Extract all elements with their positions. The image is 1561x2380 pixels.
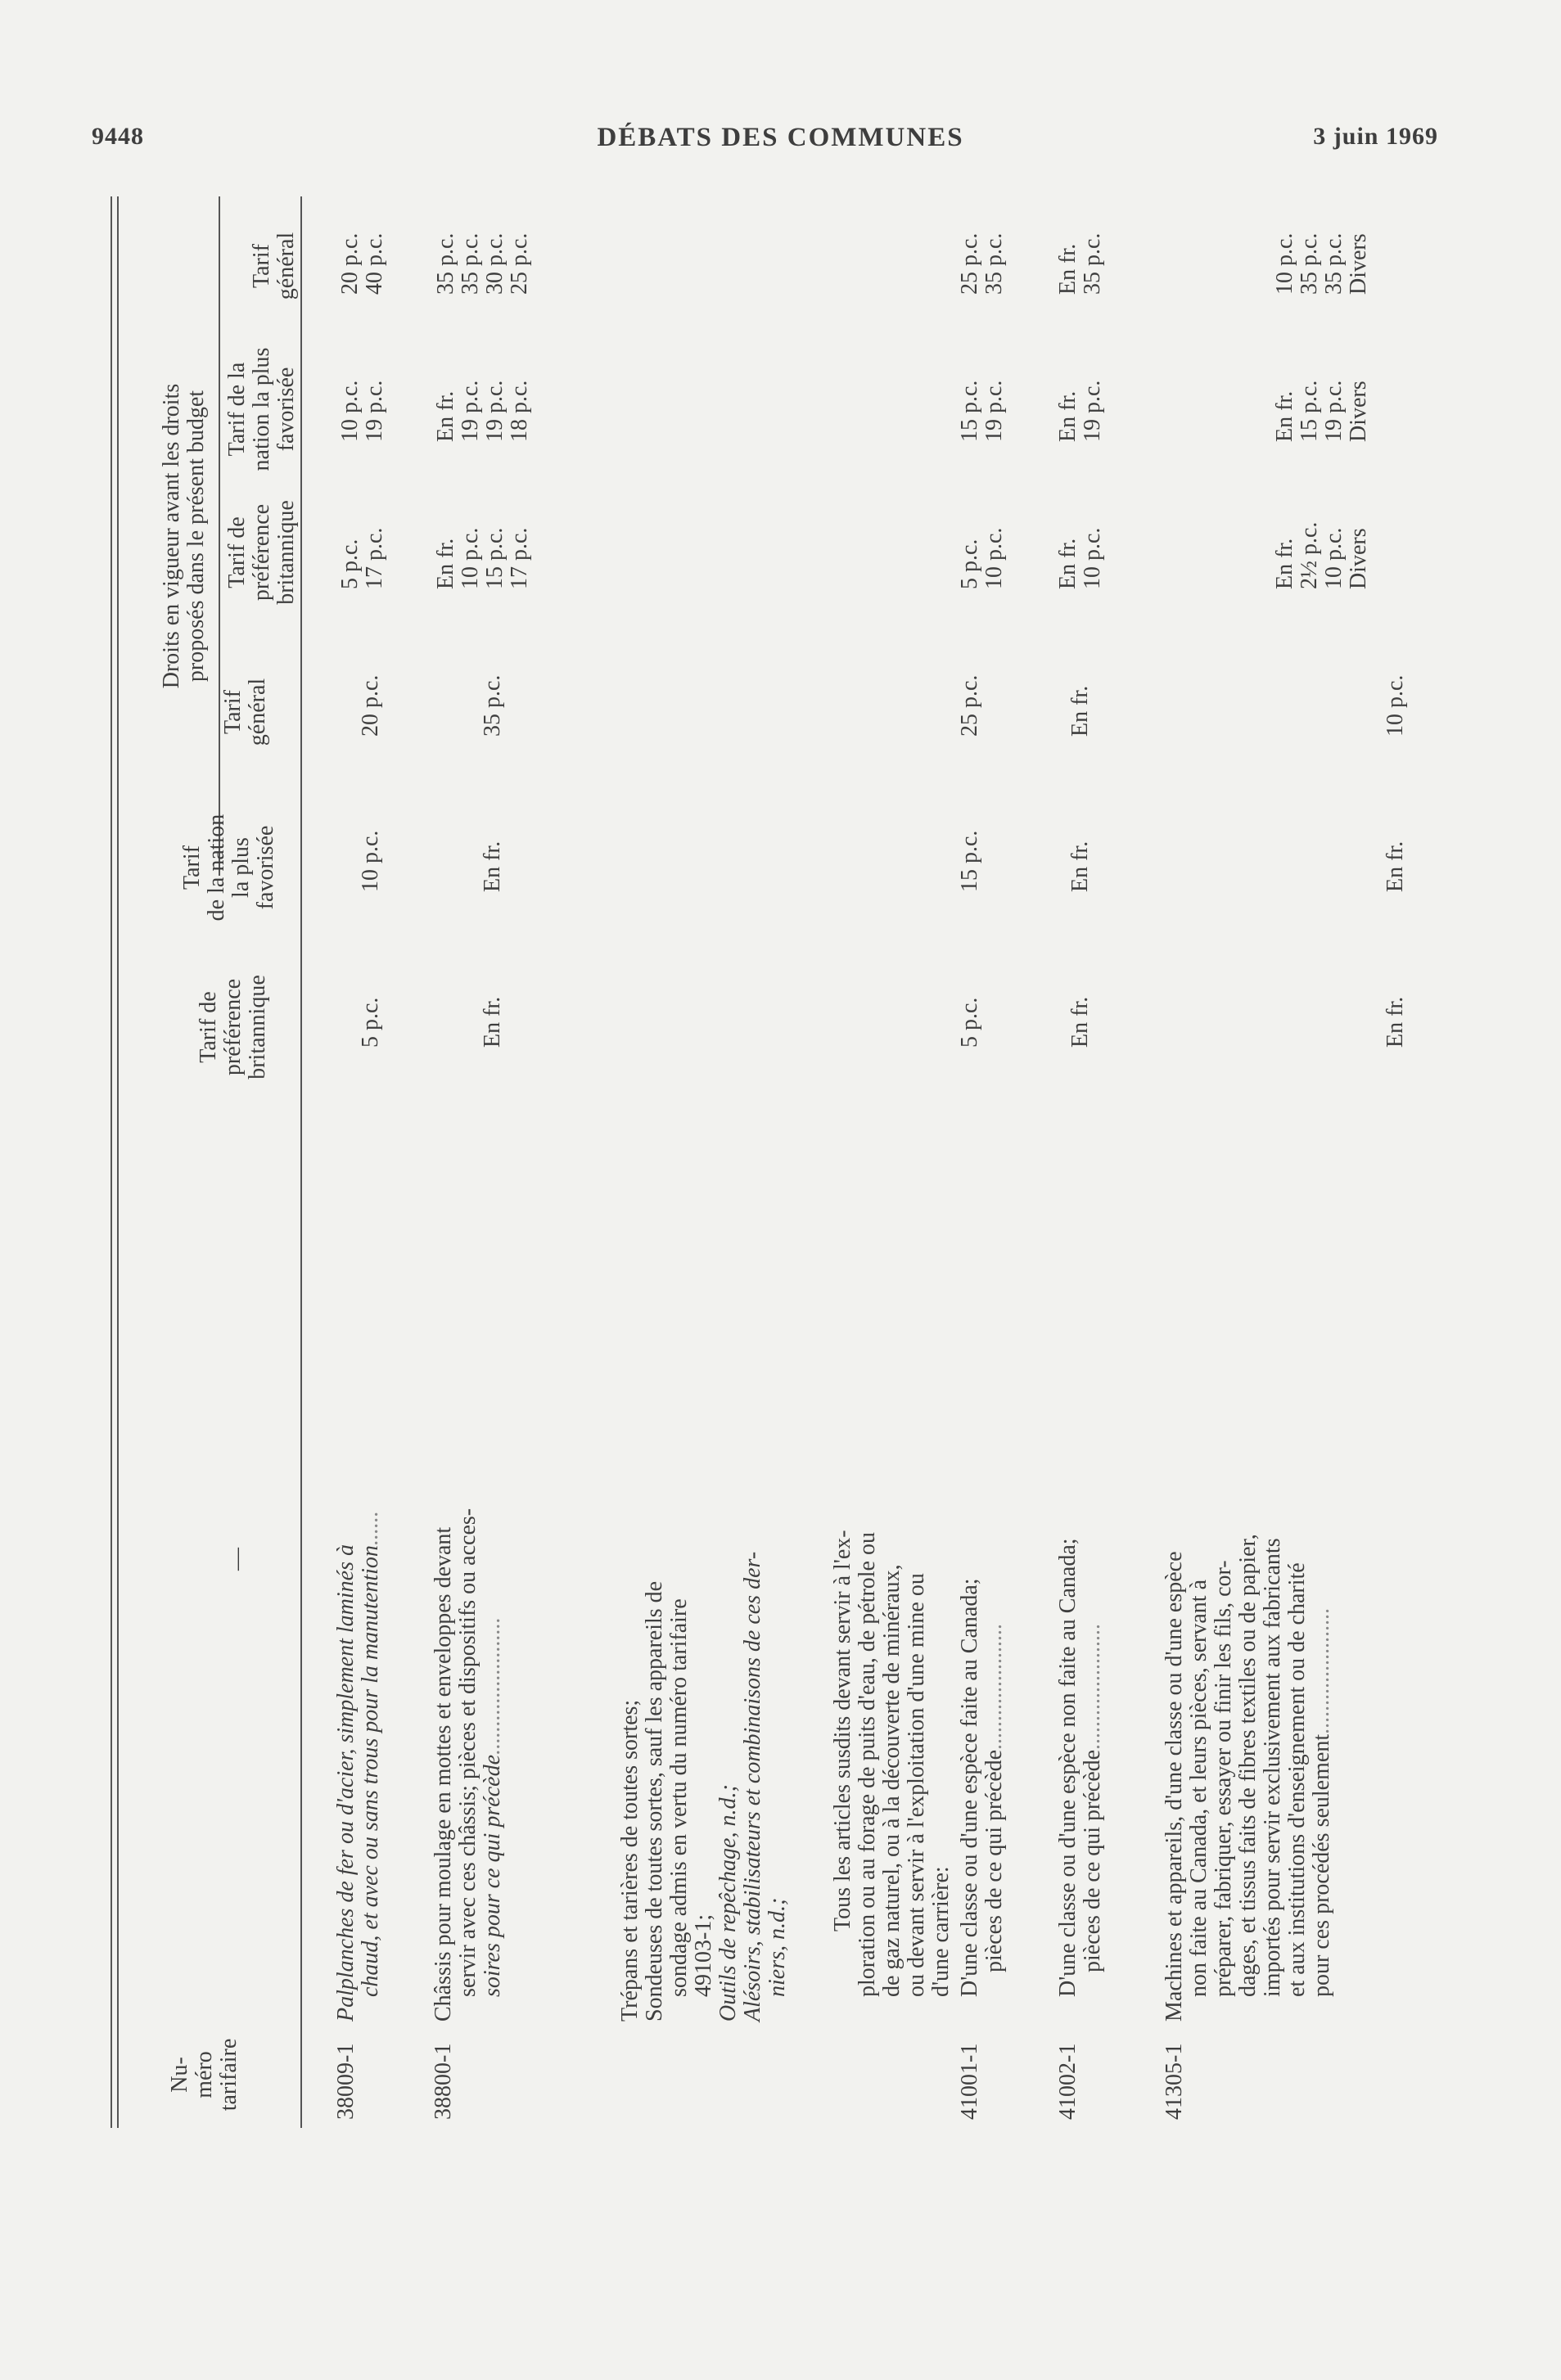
row-gen: En fr. bbox=[1067, 685, 1093, 737]
table-top-rule-double bbox=[117, 196, 119, 2128]
row-prior-bp: 5 p.c. 17 p.c. bbox=[337, 527, 387, 589]
row-description: Châssis pour moulage en mottes et enveloppes devant servir avec ces châssis; pièces et dispositifs ou acces- soires pour ce qui précède........................ bbox=[431, 1508, 505, 2022]
row-mfn: En fr. bbox=[1067, 841, 1093, 892]
header-prior-mfn: Tarif de la nation la plus favorisée bbox=[224, 347, 299, 471]
row-mfn: 15 p.c. bbox=[957, 830, 982, 892]
row-tariff-number: 41305-1 bbox=[1162, 2043, 1187, 2120]
row-description: D'une classe ou d'une espèce faite au Canada; pièces de ce qui précède...................... bbox=[957, 1578, 1007, 1997]
header-general: Tarif général bbox=[220, 678, 270, 746]
row-prior-bp: 5 p.c. 10 p.c. bbox=[957, 527, 1007, 589]
row-mfn: 10 p.c. bbox=[358, 830, 383, 892]
row-bp: En fr. bbox=[1383, 996, 1408, 1048]
header-prior-general: Tarif général bbox=[249, 232, 299, 300]
group-condition: Tous les articles susdits devant servir à l'ex- ploration ou au forage de puits d'eau, de pétrole ou de gaz naturel, ou à la découverte de minéraux, ou devant servir à l'exploitation d'une mine ou d'une carrière: bbox=[830, 1530, 954, 1997]
row-gen: 10 p.c. bbox=[1383, 674, 1408, 737]
header-rule bbox=[300, 196, 302, 2128]
header-prior-british: Tarif de préférence britannique bbox=[224, 500, 299, 605]
row-gen: 20 p.c. bbox=[358, 674, 383, 737]
row-description: Palplanches de fer ou d'acier, simplement laminés à chaud, et avec ou sans trous pour la manutention...... bbox=[333, 1511, 383, 2022]
row-prior-mfn: En fr. 19 p.c. 19 p.c. 18 p.c. bbox=[433, 380, 532, 442]
row-gen: 25 p.c. bbox=[957, 674, 982, 737]
page-number: 9448 bbox=[92, 123, 144, 150]
row-tariff-number: 41001-1 bbox=[957, 2043, 982, 2120]
header-description: — bbox=[224, 1548, 250, 1571]
row-prior-bp: En fr. 2½ p.c. 10 p.c. Divers bbox=[1272, 521, 1371, 589]
row-prior-gen: En fr. 35 p.c. bbox=[1055, 232, 1105, 295]
header-group-title: Droits en vigueur avant les droits proposés dans le présent budget bbox=[159, 383, 209, 689]
page-title: DÉBATS DES COMMUNES bbox=[597, 123, 964, 152]
row-prior-bp: En fr. 10 p.c. 15 p.c. 17 p.c. bbox=[433, 527, 532, 589]
group-intro: Trépans et tarières de toutes sortes; Sondeuses de toutes sortes, sauf les appareils de sondage admis en vertu du numéro tarifaire 49103-1; Outils de repêchage, n.d.; Alésoirs, stabilisateurs et combinaisons de ces der- niers, n.d.; bbox=[617, 1551, 790, 2022]
tariff-table bbox=[111, 196, 1453, 2128]
header-most-favoured-nation: Tarif de la nation la plus favorisée bbox=[179, 814, 278, 922]
row-tariff-number: 38009-1 bbox=[333, 2043, 359, 2120]
row-bp: 5 p.c. bbox=[957, 997, 982, 1048]
row-prior-bp: En fr. 10 p.c. bbox=[1055, 527, 1105, 589]
row-mfn: En fr. bbox=[1383, 841, 1408, 892]
row-prior-mfn: 10 p.c. 19 p.c. bbox=[337, 380, 387, 442]
row-prior-gen: 35 p.c. 35 p.c. 30 p.c. 25 p.c. bbox=[433, 232, 532, 295]
row-prior-gen: 10 p.c. 35 p.c. 35 p.c. Divers bbox=[1272, 232, 1371, 295]
header-tariff-number: Nu- méro tarifaire bbox=[167, 2038, 241, 2112]
row-bp: En fr. bbox=[480, 996, 505, 1048]
header-british-preferential: Tarif de préférence britannique bbox=[196, 975, 270, 1080]
row-prior-mfn: 15 p.c. 19 p.c. bbox=[957, 380, 1007, 442]
row-prior-gen: 20 p.c. 40 p.c. bbox=[337, 232, 387, 295]
row-tariff-number: 41002-1 bbox=[1055, 2043, 1081, 2120]
group-header-rule bbox=[219, 196, 220, 876]
row-prior-mfn: En fr. 15 p.c. 19 p.c. Divers bbox=[1272, 380, 1371, 442]
row-tariff-number: 38800-1 bbox=[431, 2043, 456, 2120]
row-description: Machines et appareils, d'une classe ou d'une espèce non faite au Canada, et leurs pièces, servant à préparer, fabriquer, essayer ou finir les fils, cor- dages, et tissus faits de fibres textiles ou de papier, importés pour servir exclusivement aux fabricants et aux institutions d'enseignement ou de charité pour ces procédés seulement...................... bbox=[1162, 1534, 1334, 2022]
row-bp: 5 p.c. bbox=[358, 997, 383, 1048]
page-date: 3 juin 1969 bbox=[1313, 123, 1438, 150]
row-mfn: En fr. bbox=[480, 841, 505, 892]
row-prior-gen: 25 p.c. 35 p.c. bbox=[957, 232, 1007, 295]
row-description: D'une classe ou d'une espèce non faite au Canada; pièces de ce qui précède...................... bbox=[1055, 1538, 1105, 1997]
table-top-rule bbox=[111, 196, 112, 2128]
row-gen: 35 p.c. bbox=[480, 674, 505, 737]
row-prior-mfn: En fr. 19 p.c. bbox=[1055, 380, 1105, 442]
row-bp: En fr. bbox=[1067, 996, 1093, 1048]
